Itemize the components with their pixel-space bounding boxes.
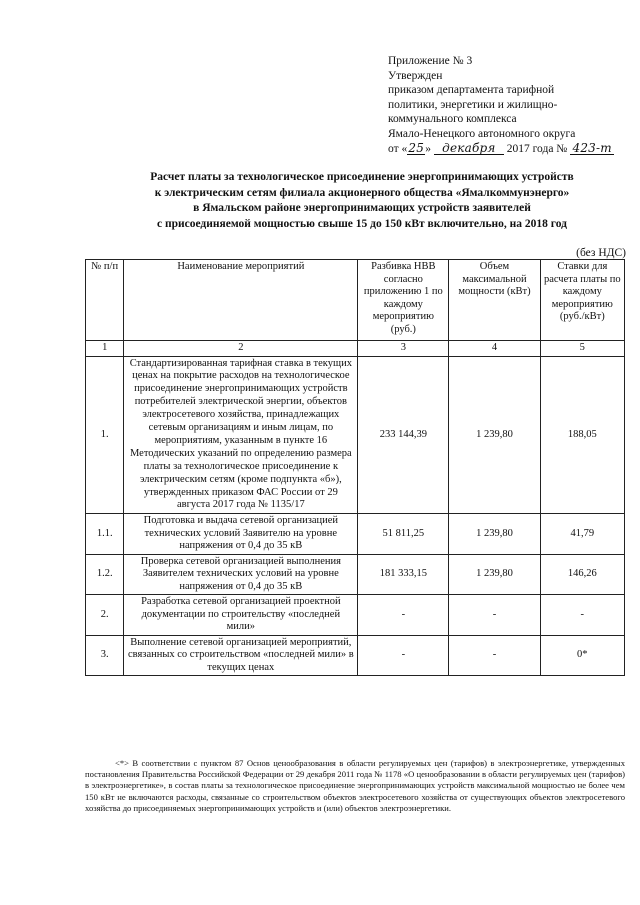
- approval-line-3: приказом департамента тарифной: [388, 84, 555, 97]
- table-row: [86, 514, 625, 555]
- row-rate: -: [540, 595, 624, 636]
- appendix-number: Приложение № 3: [388, 55, 473, 67]
- table-header-row: [86, 260, 625, 341]
- table-row: [86, 554, 625, 595]
- row-nvv: 233 144,39: [358, 356, 449, 514]
- header-nvv: Разбивка НВВ согласно приложению 1 по каждому мероприятию (руб.): [358, 260, 449, 341]
- row-rate: 188,05: [540, 356, 624, 514]
- header-name: Наименование мероприятий: [124, 260, 358, 341]
- row-name: Проверка сетевой организацией выполнения Заявителем технических условий на уровне напряжения от 0,4 до 35 кВ: [124, 554, 358, 595]
- header-number: № п/п: [86, 260, 124, 341]
- column-number: 3: [358, 341, 449, 357]
- row-power: 1 239,80: [449, 356, 540, 514]
- row-nvv: 181 333,15: [358, 554, 449, 595]
- row-nvv: -: [358, 595, 449, 636]
- approval-line-4: политики, энергетики и жилищно-: [388, 98, 558, 111]
- approved-label: Утвержден: [388, 69, 443, 82]
- row-power: -: [449, 635, 540, 676]
- footnote-text: <*> В соответствии с пунктом 87 Основ ценообразования в области регулируемых цен (тарифов) в электроэнергетике, утвержденных постановления Правительства Российской Федерации от 29 декабря 2011 года № 1178 «О ценообразовании в области регулируемых цен (тарифов) в электроэнергетике», в состав платы за технологическое присоединение энергопринимающих устройств максимальной мощностью не более чем 150 кВт не включаются расходы, связанные со строительством объектов электросетевого хозяйства от существующих объектов электросетевого хозяйства до присоединяемых энергопринимающих устройств и (или) объектов электроэнергетики.: [85, 758, 625, 813]
- row-power: 1 239,80: [449, 514, 540, 555]
- date-mid: »: [425, 142, 431, 155]
- row-nvv: 51 811,25: [358, 514, 449, 555]
- row-name: Разработка сетевой организацией проектной документации по строительству «последней мили»: [124, 595, 358, 636]
- row-rate: 146,26: [540, 554, 624, 595]
- title-line-3: в Ямальском районе энергопринимающих устройств заявителей: [193, 202, 531, 214]
- header-power: Объем максимальной мощности (кВт): [449, 260, 540, 341]
- row-rate: 0*: [540, 635, 624, 676]
- row-number: 1.1.: [86, 514, 124, 555]
- row-name: Стандартизированная тарифная ставка в текущих ценах на покрытие расходов на технологическое присоединение энергопринимающих устройств потребителей электрической энергии, объектов электросетевого хозяйства, принадлежащих сетевым организациям и иным лицам, по мероприятиям, указанным в пункте 16 Методических указаний по определению размера платы за технологическое присоединение к электрическим сетям (кроме подпункта «б»), утвержденных приказом ФАС России от 29 августа 2017 года № 1135/17: [124, 356, 358, 514]
- date-suffix: 2017 года №: [506, 142, 568, 155]
- row-rate: 41,79: [540, 514, 624, 555]
- column-number: 1: [86, 341, 124, 357]
- table-row: [86, 595, 625, 636]
- order-number: 423-т: [570, 142, 614, 155]
- table-row: [86, 356, 625, 514]
- column-number: 4: [449, 341, 540, 357]
- row-name: Подготовка и выдача сетевой организацией технических условий Заявителю на уровне напряжения от 0,4 до 35 кВ: [124, 514, 358, 555]
- row-name: Выполнение сетевой организацией мероприятий, связанных со строительством «последней мили» в текущих ценах: [124, 635, 358, 676]
- order-day: 25: [408, 140, 425, 155]
- row-number: 2.: [86, 595, 124, 636]
- row-power: -: [449, 595, 540, 636]
- column-number: 2: [124, 341, 358, 357]
- order-date-line: [388, 142, 638, 157]
- row-number: 1.: [86, 356, 124, 514]
- title-line-2: к электрическим сетям филиала акционерного общества «Ямалкоммунэнерго»: [154, 186, 570, 199]
- footnote: [85, 758, 625, 814]
- column-numbers-row: [86, 341, 625, 357]
- title-line-4: с присоединяемой мощностью свыше 15 до 150 кВт включительно, на 2018 год: [157, 217, 567, 230]
- row-nvv: -: [358, 635, 449, 676]
- approval-line-5: коммунального комплекса: [388, 113, 517, 126]
- rates-table: [85, 259, 625, 676]
- title-line-1: Расчет платы за технологическое присоединение энергопринимающих устройств: [150, 171, 574, 183]
- order-month: декабря: [434, 142, 504, 155]
- date-prefix: от «: [388, 142, 408, 155]
- table-row: [86, 635, 625, 676]
- approval-line-6: Ямало-Ненецкого автономного округа: [388, 127, 576, 140]
- document-title: [92, 170, 632, 232]
- row-number: 3.: [86, 635, 124, 676]
- row-number: 1.2.: [86, 554, 124, 595]
- column-number: 5: [540, 341, 624, 357]
- header-rate: Ставки для расчета платы по каждому мероприятию (руб./кВт): [540, 260, 624, 341]
- vat-note: (без НДС): [576, 247, 626, 259]
- approval-block: [388, 54, 638, 156]
- row-power: 1 239,80: [449, 554, 540, 595]
